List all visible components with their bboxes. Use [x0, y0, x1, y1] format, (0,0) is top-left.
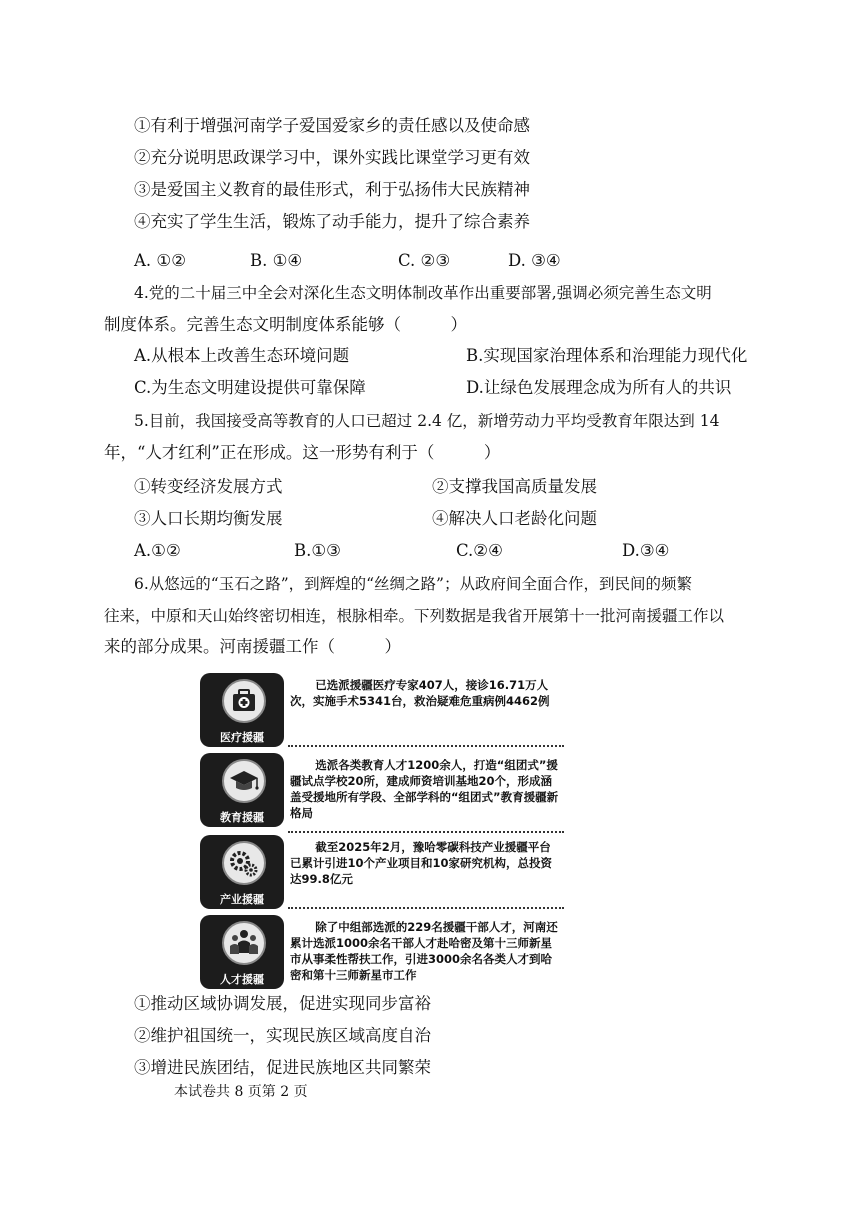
- q5-option-d[interactable]: D.③④: [622, 541, 670, 560]
- q5-statement-1: ①转变经济发展方式: [134, 477, 283, 496]
- industry-label: 产业援疆: [220, 893, 264, 906]
- q6-statement-2: ②维护祖国统一，实现民族区域高度自治: [134, 1026, 431, 1045]
- q6-stem-line3: 来的部分成果。河南援疆工作（ ）: [104, 637, 401, 656]
- q3-statement-3: ③是爱国主义教育的最佳形式，利于弘扬伟大民族精神: [134, 180, 530, 199]
- divider: [288, 907, 564, 909]
- q4-stem-line2: 制度体系。完善生态文明制度体系能够（ ）: [104, 315, 467, 334]
- people-icon: [224, 923, 264, 963]
- q3-option-c[interactable]: C. ②③: [398, 251, 451, 270]
- q4-option-c[interactable]: C.为生态文明建设提供可靠保障: [134, 378, 366, 397]
- medical-kit-icon: [224, 681, 264, 721]
- industry-badge: [200, 835, 284, 909]
- q3-option-a[interactable]: A. ①②: [134, 251, 186, 270]
- medical-label: 医疗援疆: [220, 731, 264, 744]
- q6-statement-3: ③增进民族团结，促进民族地区共同繁荣: [134, 1058, 431, 1077]
- medical-badge: [200, 673, 284, 747]
- q4-option-b[interactable]: B.实现国家治理体系和治理能力现代化: [466, 346, 748, 365]
- talent-label: 人才援疆: [220, 973, 264, 986]
- medical-text: 已选派援疆医疗专家407人，接诊16.71万人次，实施手术5341台，救治疑难危重病例4462例: [290, 678, 550, 708]
- talent-badge: [200, 915, 284, 989]
- industry-text: 截至2025年2月，豫哈零碳科技产业援疆平台已累计引进10个产业项目和10家研究机构，总投资达99.8亿元: [290, 840, 553, 886]
- infographic-row-industry: [198, 835, 564, 915]
- infographic-row-medical: [198, 673, 564, 753]
- talent-text: 除了中组部选派的229名援疆干部人才，河南还累计选派1000余名干部人才赴哈密及第十三师新星市从事柔性帮扶工作，引进3000余名各类人才到哈密和第十三师新星市工作: [290, 920, 558, 982]
- q5-stem-line1: 5.目前，我国接受高等教育的人口已超过 2.4 亿，新增劳动力平均受教育年限达到 14: [134, 412, 720, 430]
- divider: [288, 831, 564, 833]
- q4-option-a[interactable]: A.从根本上改善生态环境问题: [134, 346, 350, 365]
- q6-stem-line2: 往来，中原和天山始终密切相连，根脉相牵。下列数据是我省开展第十一批河南援疆工作以: [104, 607, 725, 625]
- divider: [288, 745, 564, 747]
- q3-statement-2: ②充分说明思政课学习中，课外实践比课堂学习更有效: [134, 148, 530, 167]
- page-footer: 本试卷共 8 页第 2 页: [174, 1084, 308, 1100]
- q5-option-b[interactable]: B.①③: [294, 541, 341, 560]
- q5-statement-2: ②支撑我国高质量发展: [432, 477, 597, 496]
- education-badge: [200, 753, 284, 827]
- q3-statement-4: ④充实了学生生活，锻炼了动手能力，提升了综合素养: [134, 212, 530, 231]
- q5-option-c[interactable]: C.②④: [456, 541, 503, 560]
- q6-statement-1: ①推动区域协调发展，促进实现同步富裕: [134, 994, 431, 1013]
- q4-option-d[interactable]: D.让绿色发展理念成为所有人的共识: [466, 378, 732, 397]
- q3-option-d[interactable]: D. ③④: [508, 251, 561, 270]
- aid-infographic: [198, 673, 564, 1040]
- infographic-row-education: [198, 753, 564, 833]
- gears-icon: [224, 843, 264, 883]
- education-label: 教育援疆: [220, 811, 264, 824]
- education-text: 选派各类教育人才1200余人，打造“组团式”援疆试点学校20所，建成师资培训基地20个，形成涵盖受援地所有学段、全部学科的“组团式”教育援疆新格局: [290, 758, 559, 820]
- q3-statement-1: ①有利于增强河南学子爱国爱家乡的责任感以及使命感: [134, 116, 530, 135]
- q5-statement-3: ③人口长期均衡发展: [134, 509, 283, 528]
- q4-stem-line1: 4.党的二十届三中全会对深化生态文明体制改革作出重要部署,强调必须完善生态文明: [134, 284, 712, 302]
- q5-statement-4: ④解决人口老龄化问题: [432, 509, 597, 528]
- q5-stem-line2: 年，“人才红利”正在形成。这一形势有利于（ ）: [104, 443, 501, 462]
- q6-stem-line1: 6.从悠远的“玉石之路”，到辉煌的“丝绸之路”；从政府间全面合作，到民间的频繁: [134, 575, 692, 593]
- q3-option-b[interactable]: B. ①④: [250, 251, 303, 270]
- graduation-cap-icon: [224, 761, 264, 801]
- q5-option-a[interactable]: A.①②: [134, 541, 181, 560]
